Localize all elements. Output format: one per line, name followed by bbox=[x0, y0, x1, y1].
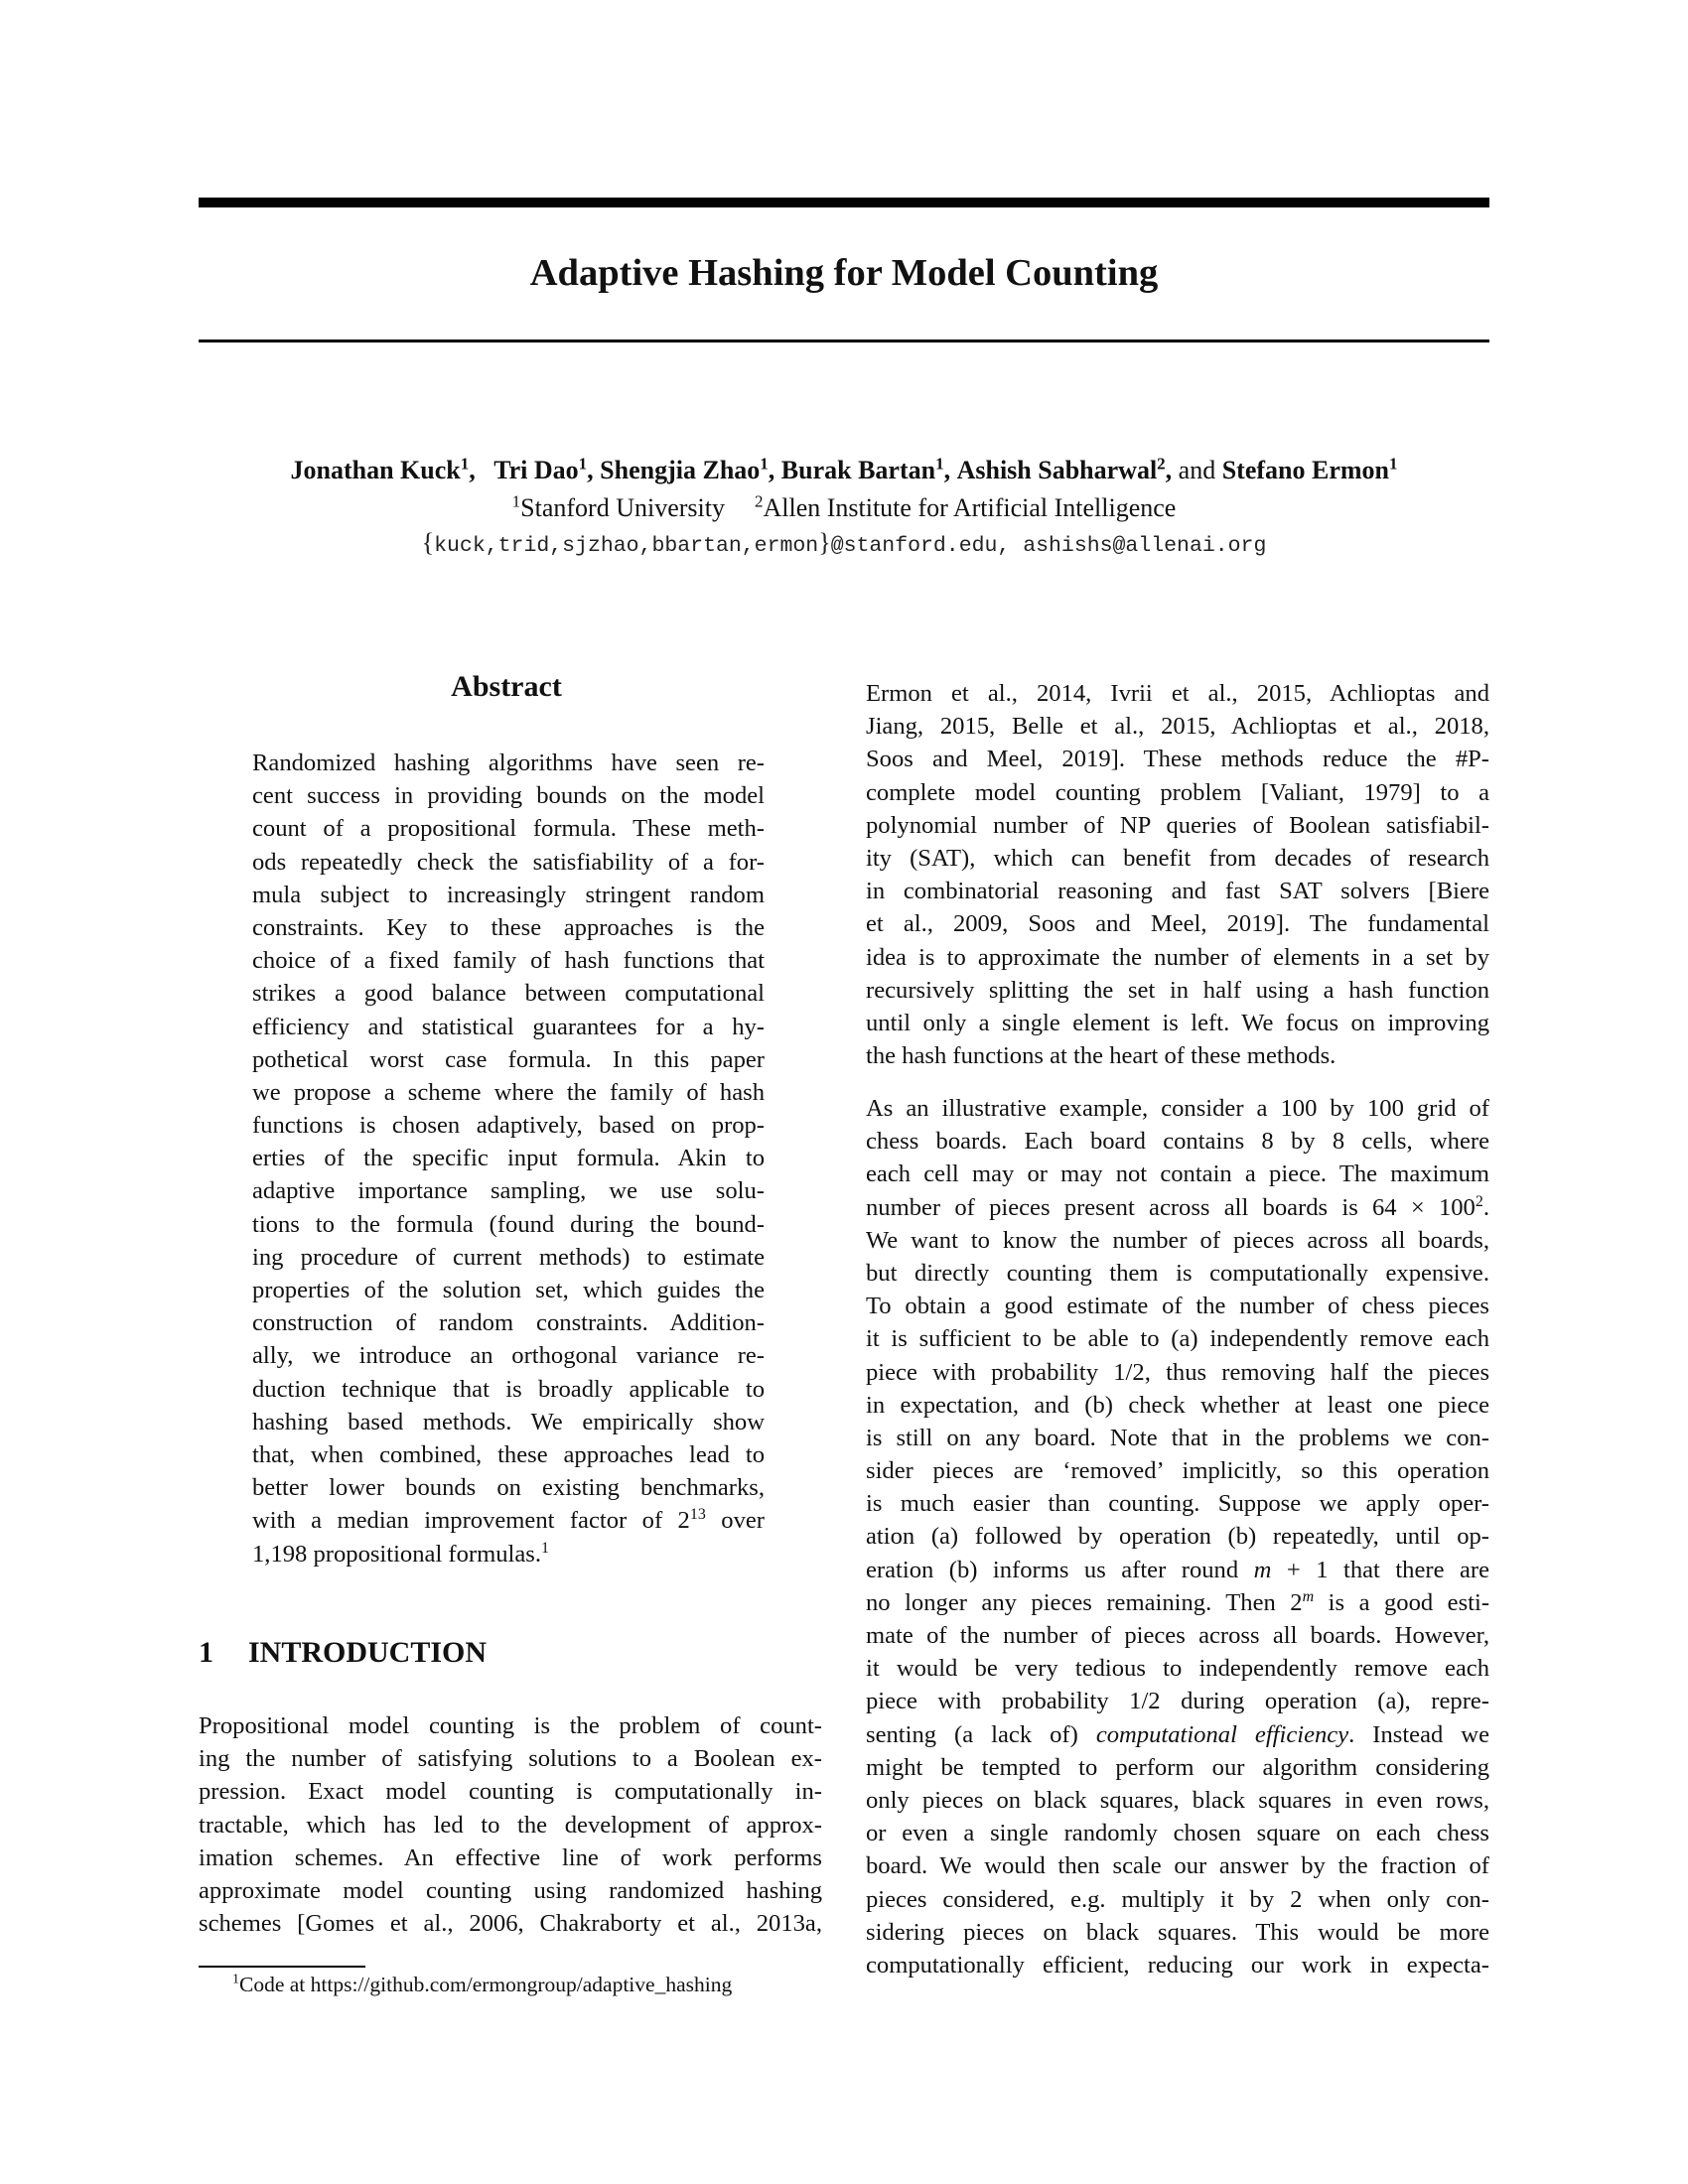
abstract-line: Randomized hashing algorithms have seen re- bbox=[252, 750, 765, 776]
section-title: INTRODUCTION bbox=[248, 1636, 488, 1669]
body-line: only pieces on black squares, black squares in even rows, bbox=[866, 1786, 1489, 1814]
abstract-line: tions to the formula (found during the bound- bbox=[252, 1210, 765, 1238]
abstract-line: hashing based methods. We empirically show bbox=[252, 1408, 765, 1435]
abstract-line: functions is chosen adaptively, based on prop- bbox=[252, 1112, 765, 1140]
affiliation-mark: 2 bbox=[754, 491, 764, 511]
body-line: ity (SAT), which can benefit from decades of research bbox=[866, 844, 1489, 872]
abstract-line: mula subject to increasingly stringent random bbox=[252, 881, 765, 908]
abstract-line: duction technique that is broadly applicable to bbox=[252, 1375, 765, 1403]
affiliations bbox=[199, 491, 1489, 525]
body-line: it is sufficient to be able to (a) independently remove each bbox=[866, 1325, 1489, 1353]
body-line: is much easier than counting. Suppose we apply oper- bbox=[866, 1490, 1489, 1518]
body-line: piece with probability 1/2 during operation (a), repre- bbox=[866, 1688, 1489, 1715]
body-line: sider pieces are ‘removed’ implicitly, so this operation bbox=[866, 1457, 1489, 1485]
affiliation-name: Allen Institute for Artificial Intelligence bbox=[763, 493, 1177, 522]
superscript: 13 bbox=[689, 1506, 706, 1524]
superscript: m bbox=[1302, 1588, 1315, 1606]
body-line: it would be very tedious to independently remove each bbox=[866, 1655, 1489, 1683]
superscript: 2 bbox=[1475, 1192, 1483, 1210]
body-line: computationally efficient, reducing our work in expecta- bbox=[866, 1951, 1489, 1979]
math-variable: m bbox=[1253, 1556, 1272, 1583]
author-affiliation-mark: 2 bbox=[1157, 454, 1166, 474]
body-line: board. We would then scale our answer by the fraction of bbox=[866, 1852, 1489, 1880]
math-fraction: 1/2 bbox=[1129, 1688, 1161, 1715]
author-name: Jonathan Kuck bbox=[290, 456, 461, 484]
body-line: senting (a lack of) computational efficiency. Instead we bbox=[866, 1720, 1489, 1748]
section-heading bbox=[199, 1634, 487, 1672]
body-line: eration (b) informs us after round m + 1 that there are bbox=[866, 1556, 1489, 1583]
intro-paragraph-continued bbox=[866, 677, 1489, 1072]
body-line: until only a single element is left. We focus on improving bbox=[866, 1009, 1489, 1036]
author-affiliation-mark: 1 bbox=[760, 454, 769, 474]
abstract-line: better lower bounds on existing benchmarks, bbox=[252, 1474, 765, 1502]
abstract-line: constraints. Key to these approaches is the bbox=[252, 913, 765, 941]
footnote bbox=[232, 1971, 732, 1998]
abstract-line: ods repeatedly check the satisfiability of a for- bbox=[252, 848, 765, 876]
abstract-line: ing procedure of current methods) to estimate bbox=[252, 1243, 765, 1271]
abstract-body bbox=[252, 747, 765, 1570]
body-line: sidering pieces on black squares. This would be more bbox=[866, 1918, 1489, 1946]
author-name: Ashish Sabharwal bbox=[956, 456, 1158, 484]
abstract-line: that, when combined, these approaches lead to bbox=[252, 1440, 765, 1468]
body-line: polynomial number of NP queries of Boolean satisfiabil- bbox=[866, 811, 1489, 839]
body-line: is still on any board. Note that in the problems we con- bbox=[866, 1424, 1489, 1451]
math-fraction: 1/2 bbox=[1113, 1358, 1145, 1386]
body-line: each cell may or may not contain a piece. The maximum bbox=[866, 1160, 1489, 1188]
author-name: Stefano Ermon bbox=[1221, 456, 1389, 484]
affiliation-mark: 1 bbox=[511, 491, 521, 511]
footnote-text: Code at https://github.com/ermongroup/adaptive_hashing bbox=[239, 1973, 733, 1996]
author-conjunction: and bbox=[1178, 456, 1216, 484]
body-line: pression. Exact model counting is computationally in- bbox=[199, 1778, 822, 1806]
body-line: piece with probability 1/2, thus removing half the pieces bbox=[866, 1358, 1490, 1386]
body-line: or even a single randomly chosen square on each chess bbox=[866, 1820, 1489, 1847]
paper-title: Adaptive Hashing for Model Counting bbox=[529, 252, 1159, 294]
abstract-line: with a median improvement factor of $2^{13}$ over bbox=[252, 1506, 765, 1535]
abstract-line: efficiency and statistical guarantees for a hy- bbox=[252, 1013, 765, 1040]
abstract-line: adaptive importance sampling, we use solu- bbox=[252, 1177, 765, 1205]
body-line: no longer any pieces remaining. Then 2$^m$ is a good esti- bbox=[866, 1588, 1490, 1616]
author-list: Jonathan Kuck$^1$, Tri Dao$^1$, Shengjia Zhao$^1$, Burak Bartan$^1$, Ashish Sabharwal$^2$, and Stefano Ermon$^1$ bbox=[290, 454, 1398, 484]
author-emails bbox=[199, 527, 1489, 562]
body-line: ation (a) followed by operation (b) repeatedly, until op- bbox=[866, 1523, 1489, 1551]
top-rule bbox=[199, 198, 1489, 207]
body-line: number of pieces present across all boards is $64 \times 100^2$. bbox=[866, 1192, 1489, 1221]
author-affiliation-mark: 1 bbox=[578, 454, 588, 474]
body-line: recursively splitting the set in half using a hash function bbox=[866, 976, 1489, 1004]
body-line: ing the number of satisfying solutions to a Boolean ex- bbox=[199, 1745, 822, 1773]
abstract-line: properties of the solution set, which guides the bbox=[252, 1277, 765, 1303]
abstract-line: erties of the specific input formula. Akin to bbox=[252, 1145, 765, 1172]
body-line: but directly counting them is computationally expensive. bbox=[866, 1259, 1489, 1287]
abstract-line: pothetical worst case formula. In this paper bbox=[252, 1045, 765, 1073]
body-line: imation schemes. An effective line of work performs bbox=[199, 1843, 822, 1871]
footnote-rule bbox=[199, 1966, 365, 1968]
emphasis: computational efficiency bbox=[1095, 1720, 1349, 1748]
author-name: Tri Dao bbox=[493, 456, 579, 484]
abstract-line: choice of a fixed family of hash functions that bbox=[252, 947, 765, 975]
affiliation-name: Stanford University bbox=[520, 493, 725, 522]
body-line: Jiang, 2015, Belle et al., 2015, Achlioptas et al., 2018, bbox=[866, 713, 1489, 741]
body-line: As an illustrative example, consider a 100 by 100 grid of bbox=[866, 1095, 1489, 1122]
author-affiliation-mark: 1 bbox=[460, 454, 470, 474]
author-name: Burak Bartan bbox=[780, 456, 936, 484]
title-underline bbox=[199, 340, 1489, 342]
body-line: Ermon et al., 2014, Ivrii et al., 2015, Achlioptas and bbox=[866, 680, 1489, 707]
footnote-marker: 1 bbox=[541, 1539, 549, 1557]
body-line: We want to know the number of pieces across all boards, bbox=[866, 1226, 1489, 1254]
body-line: in combinatorial reasoning and fast SAT solvers [Biere bbox=[866, 878, 1489, 905]
body-line: chess boards. Each board contains 8 by 8 cells, where bbox=[866, 1128, 1489, 1156]
body-line: To obtain a good estimate of the number of chess pieces bbox=[866, 1293, 1489, 1320]
body-line: might be tempted to perform our algorithm considering bbox=[866, 1753, 1489, 1781]
abstract-line: ally, we introduce an orthogonal variance re- bbox=[252, 1342, 765, 1370]
body-line: et al., 2009, Soos and Meel, 2019]. The fundamental bbox=[866, 910, 1489, 938]
body-line: approximate model counting using randomized hashing bbox=[199, 1876, 822, 1904]
body-line: in expectation, and (b) check whether at least one piece bbox=[866, 1391, 1489, 1419]
abstract-line: construction of random constraints. Addition- bbox=[252, 1309, 765, 1337]
author-affiliation-mark: 1 bbox=[935, 454, 944, 474]
body-line: mate of the number of pieces across all boards. However, bbox=[866, 1622, 1489, 1649]
abstract-line: 1,198 propositional formulas.$^1$ bbox=[252, 1539, 549, 1568]
author-affiliation-mark: 1 bbox=[1389, 454, 1398, 474]
abstract-line: count of a propositional formula. These meth- bbox=[252, 815, 765, 843]
footnote-mark: 1 bbox=[232, 1972, 239, 1987]
intro-paragraph bbox=[199, 1709, 822, 1940]
abstract-line: cent success in providing bounds on the model bbox=[252, 782, 765, 810]
email-brace-open: { bbox=[421, 528, 435, 557]
abstract-heading: Abstract bbox=[451, 670, 562, 703]
email-usernames: kuck,trid,sjzhao,bbartan,ermon bbox=[434, 534, 819, 558]
body-line: idea is to approximate the number of elements in a set by bbox=[866, 943, 1489, 971]
body-line: schemes [Gomes et al., 2006, Chakraborty et al., 2013a, bbox=[199, 1910, 822, 1938]
email-brace-close: } bbox=[818, 528, 831, 557]
body-line: pieces considered, e.g. multiply it by 2 when only con- bbox=[866, 1885, 1489, 1913]
abstract-line: we propose a scheme where the family of hash bbox=[252, 1078, 765, 1106]
body-line: complete model counting problem [Valiant, 1979] to a bbox=[866, 778, 1489, 806]
section-number: 1 bbox=[199, 1636, 213, 1669]
email-domains: @stanford.edu, ashishs@allenai.org bbox=[830, 534, 1267, 558]
body-line: the hash functions at the heart of these methods. bbox=[866, 1042, 1336, 1070]
example-paragraph bbox=[866, 1092, 1489, 1981]
abstract-line: strikes a good balance between computational bbox=[252, 980, 765, 1008]
body-line: Propositional model counting is the problem of count- bbox=[199, 1712, 822, 1739]
author-name: Shengjia Zhao bbox=[600, 456, 761, 484]
body-line: tractable, which has led to the development of approx- bbox=[199, 1811, 822, 1839]
body-line: Soos and Meel, 2019]. These methods reduce the #P- bbox=[866, 746, 1489, 773]
